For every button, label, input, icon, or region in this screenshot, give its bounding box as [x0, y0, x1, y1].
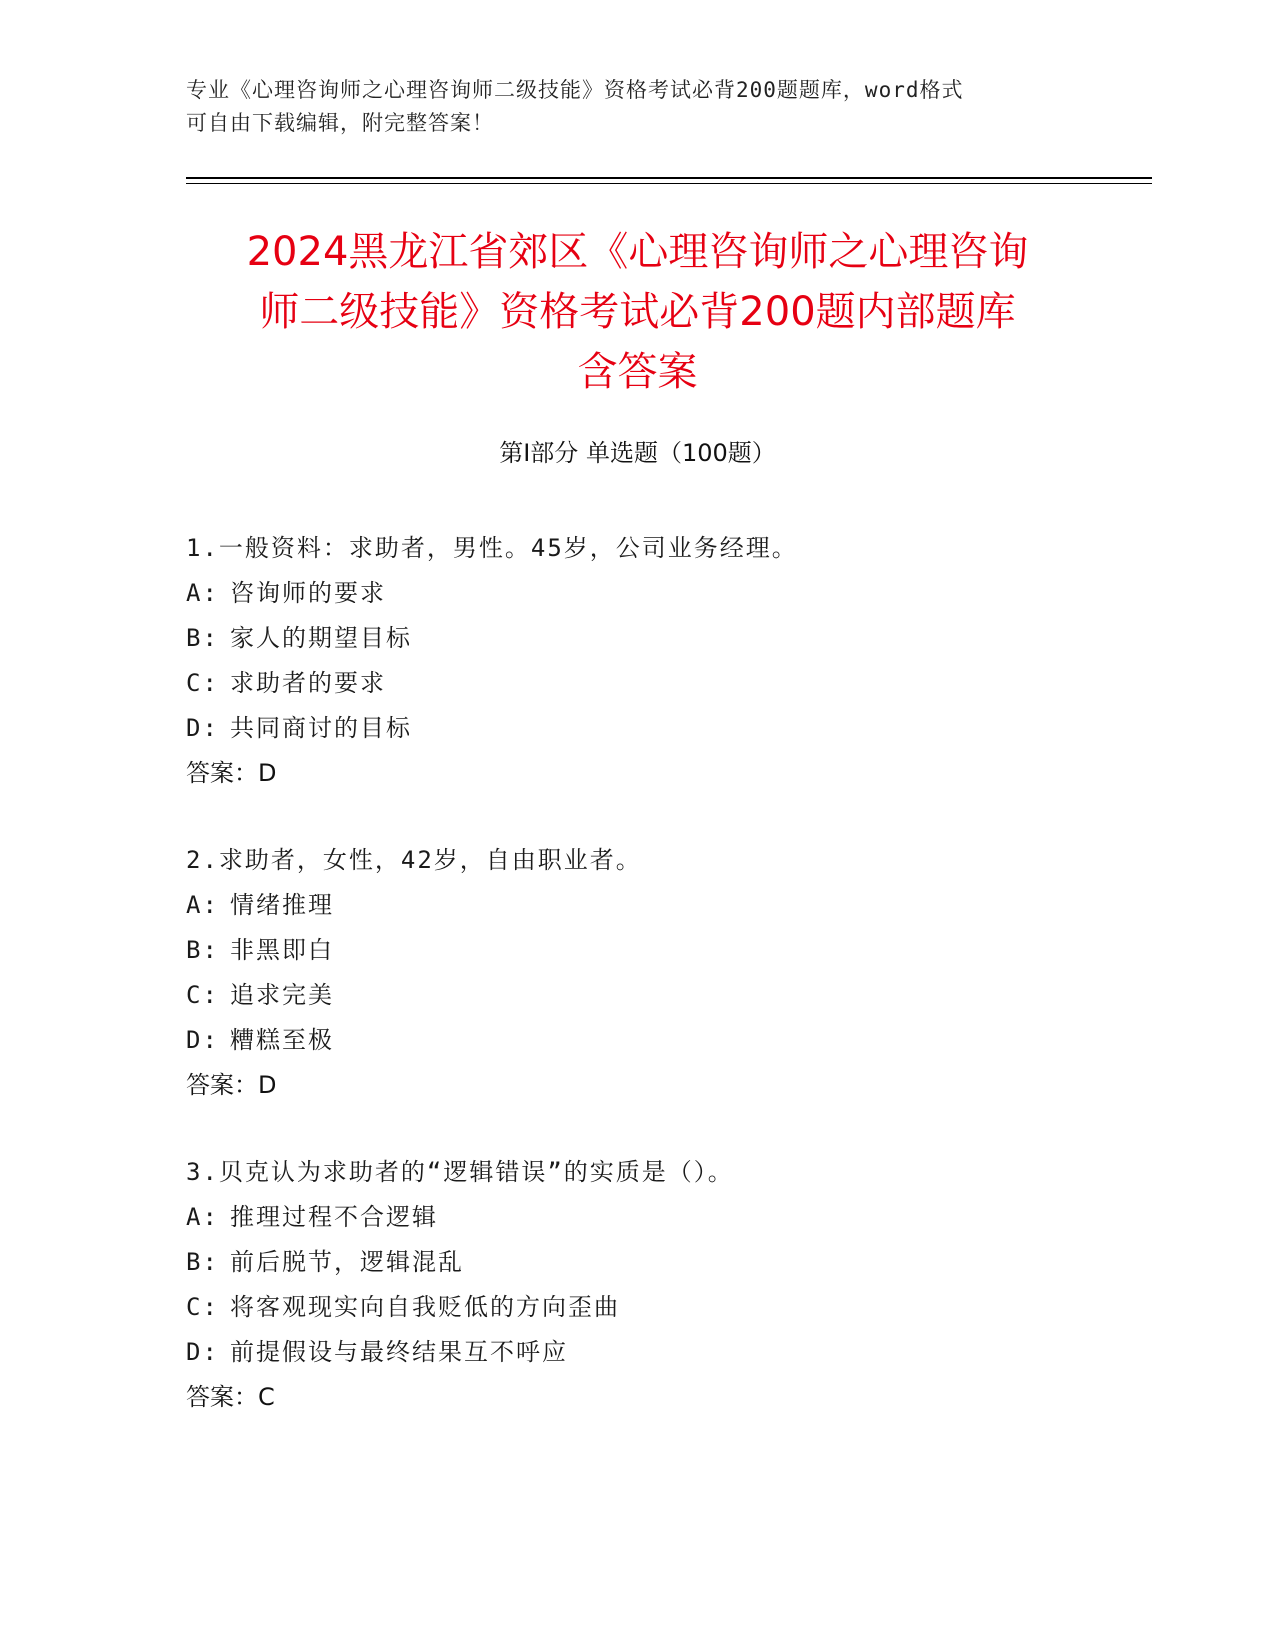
answer-line: 答案：C [186, 1383, 275, 1411]
option-text: 咨询师的要求 [230, 579, 386, 607]
option-c [186, 973, 1086, 1018]
option-a [186, 571, 1086, 616]
option-key: D: [186, 1026, 219, 1054]
option-key: C: [186, 1293, 219, 1321]
option-d [186, 706, 1086, 751]
question-1 [186, 526, 1086, 796]
option-key: D: [186, 714, 219, 742]
title-line-2: 师二级技能》资格考试必背200题内部题库 [259, 289, 1016, 335]
option-d [186, 1018, 1086, 1063]
option-key: B: [186, 936, 219, 964]
answer-line: 答案：D [186, 759, 277, 787]
section-heading: 第Ⅰ部分 单选题（100题） [499, 439, 776, 467]
option-c [186, 661, 1086, 706]
option-key: B: [186, 624, 219, 652]
header-divider-thick [186, 177, 1152, 179]
header-note-line-2: 可自由下载编辑，附完整答案！ [186, 111, 494, 135]
option-key: B: [186, 1248, 219, 1276]
question-list [186, 526, 1086, 1462]
option-key: C: [186, 669, 219, 697]
question-stem: 3.贝克认为求助者的“逻辑错误”的实质是（）。 [186, 1158, 734, 1186]
header-note-line-1: 专业《心理咨询师之心理咨询师二级技能》资格考试必背200题题库，word格式 [186, 78, 964, 102]
option-key: D: [186, 1338, 219, 1366]
header-divider-thin [186, 183, 1152, 184]
option-b [186, 928, 1086, 973]
option-a [186, 883, 1086, 928]
answer-line: 答案：D [186, 1071, 277, 1099]
option-b [186, 616, 1086, 661]
option-key: A: [186, 579, 219, 607]
option-a [186, 1195, 1086, 1240]
option-text: 求助者的要求 [230, 669, 386, 697]
option-text: 共同商讨的目标 [230, 714, 412, 742]
option-d [186, 1330, 1086, 1375]
option-text: 家人的期望目标 [230, 624, 412, 652]
option-c [186, 1285, 1086, 1330]
option-text: 糟糕至极 [230, 1026, 334, 1054]
option-b [186, 1240, 1086, 1285]
option-key: A: [186, 1203, 219, 1231]
question-stem: 2.求助者，女性，42岁，自由职业者。 [186, 846, 642, 874]
question-3 [186, 1150, 1086, 1420]
option-key: A: [186, 891, 219, 919]
option-text: 前提假设与最终结果互不呼应 [230, 1338, 568, 1366]
question-stem: 1.一般资料：求助者，男性。45岁，公司业务经理。 [186, 534, 798, 562]
header-note [186, 74, 1076, 140]
option-key: C: [186, 981, 219, 1009]
title-line-3: 含答案 [577, 349, 698, 395]
option-text: 追求完美 [230, 981, 334, 1009]
option-text: 将客观现实向自我贬低的方向歪曲 [230, 1293, 620, 1321]
document-title [150, 222, 1125, 402]
option-text: 推理过程不合逻辑 [230, 1203, 438, 1231]
option-text: 前后脱节，逻辑混乱 [230, 1248, 464, 1276]
option-text: 情绪推理 [230, 891, 334, 919]
title-line-1: 2024黑龙江省郊区《心理咨询师之心理咨询 [246, 229, 1029, 275]
option-text: 非黑即白 [230, 936, 334, 964]
question-2 [186, 838, 1086, 1108]
